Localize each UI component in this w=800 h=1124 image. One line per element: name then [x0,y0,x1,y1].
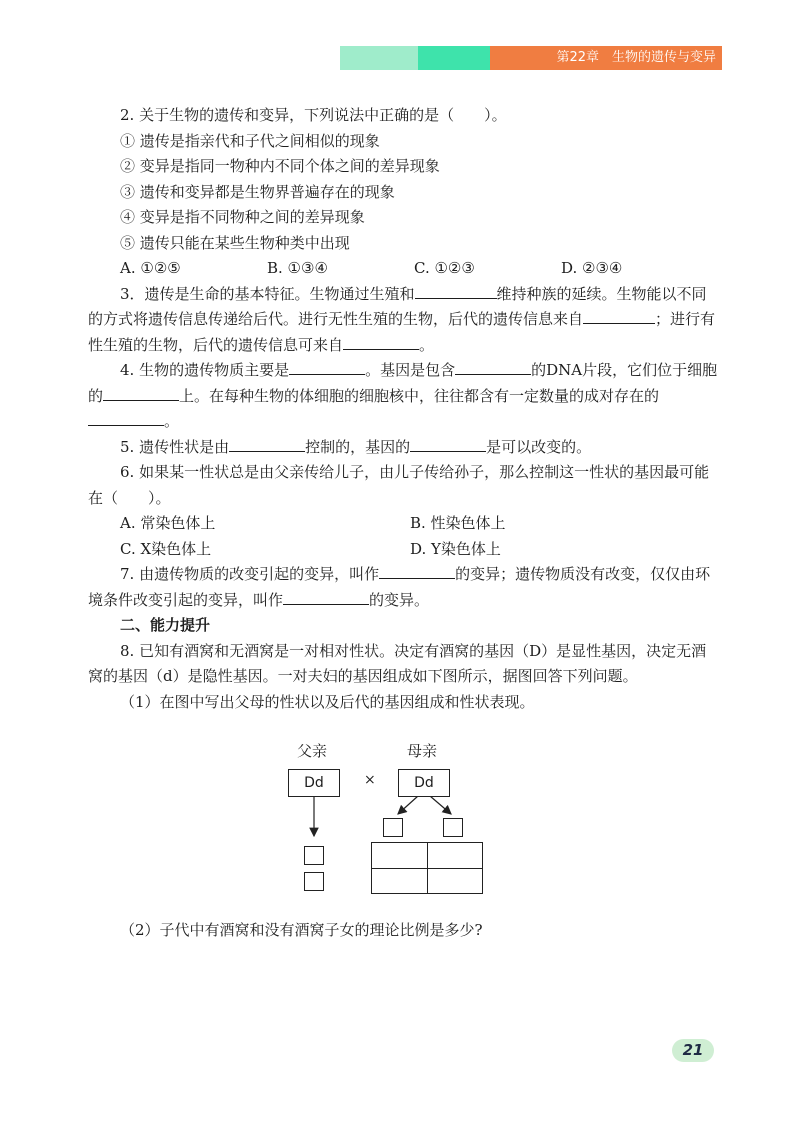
q2-stem: 2. 关于生物的遗传和变异，下列说法中正确的是（ ）。 [120,106,507,124]
offspring-punnett-grid [371,842,483,894]
q6-options-row-2 [88,537,718,563]
q3-blank-1[interactable] [415,283,497,299]
worksheet-content [88,103,718,715]
q2-item-1: ① 遗传是指亲代和子代之间相似的现象 [120,131,380,150]
q5-text-1: 5. 遗传性状是由 [120,437,230,456]
father-gamete-box-1[interactable] [304,846,324,865]
q7-blank-2[interactable] [283,589,369,605]
q2-option-a[interactable]: A. ①②⑤ [120,259,181,277]
q7-text-2: 的变异；遗传物质没有改变，仅仅由环境条件改变引起的变异，叫作 [88,565,711,609]
grid-horizontal-divider [372,868,482,869]
q5 [88,435,718,461]
q2-option-b[interactable]: B. ①③④ [267,259,328,277]
q4-blank-3[interactable] [103,385,179,401]
q2-item-2: ② 变异是指同一物种内不同个体之间的差异现象 [120,157,440,175]
chapter-title: 第22章 生物的遗传与变异 [556,50,716,65]
q3-text-3: ；进行有性生殖的生物，后代的遗传信息可来自 [88,310,716,354]
q4-blank-4[interactable] [88,410,164,426]
q8-stem: 8. 已知有酒窝和无酒窝是一对相对性状。决定有酒窝的基因（D）是显性基因，决定无酒窝的基因（d）是隐性基因。一对夫妇的基因组成如下图所示，据图回答下列问题。 [88,641,707,685]
q2-options [88,256,718,282]
q7 [88,562,718,613]
q4-blank-2[interactable] [455,359,531,375]
header-band-light [340,46,418,70]
q7-blank-1[interactable] [379,563,455,579]
q3-blank-3[interactable] [343,334,419,350]
q4-text-1: 4. 生物的遗传物质主要是 [120,361,290,379]
q5-blank-1[interactable] [229,436,305,452]
q4-text-2: 。基因是包含 [365,361,456,379]
q4 [88,358,718,435]
header-band-mid [418,46,490,70]
q5-text-2: 控制的，基因的 [305,437,411,456]
q3-text-4: 。 [419,335,435,354]
q8-sub-1: （1）在图中写出父母的性状以及后代的基因组成和性状表现。 [120,692,535,711]
genetics-cross-diagram [270,738,500,898]
q4-text-4: 上。在每种生物的体细胞的细胞核中，往往都含有一定数量的成对存在的 [179,386,660,405]
q4-text-3: 的DNA片段，它们位于细胞的 [88,361,718,405]
mother-arrow-right [430,796,451,814]
cross-symbol: × [364,772,376,788]
q2-item-5: ⑤ 遗传只能在某些生物种类中出现 [120,233,350,252]
father-gamete-box-2[interactable] [304,872,324,891]
father-genotype-box: Dd [288,769,340,797]
q3-text-2: 维持种族的延续。生物能以不同的方式将遗传信息传递给后代。进行无性生殖的生物，后代的遗传信息来自 [88,284,707,328]
father-label: 父亲 [297,742,328,760]
q2-item-4: ④ 变异是指不同物种之间的差异现象 [120,208,365,226]
q5-text-3: 是可以改变的。 [486,437,592,456]
q4-text-5: 。 [164,412,180,430]
page-number: 21 [672,1039,714,1062]
q8-sub-2: （2）子代中有酒窝和没有酒窝子女的理论比例是多少? [120,921,483,939]
q7-text-3: 的变异。 [369,590,430,609]
q3-text-1: 3．遗传是生命的基本特征。生物通过生殖和 [120,284,415,303]
mother-gamete-box-2[interactable] [443,818,463,837]
q2-option-d[interactable]: D. ②③④ [561,259,623,277]
q5-blank-2[interactable] [410,436,486,452]
section-title: 二、能力提升 [120,616,211,634]
mother-genotype-box: Dd [398,769,450,797]
q3-blank-2[interactable] [583,308,655,324]
q6-stem: 6. 如果某一性状总是由父亲传给儿子，由儿子传给孙子，那么控制这一性状的基因最可能在（ ）。 [88,463,710,507]
mother-gamete-box-1[interactable] [383,818,403,837]
mother-arrow-left [398,796,418,814]
q4-blank-1[interactable] [289,359,365,375]
q7-text-1: 7. 由遗传物质的改变引起的变异，叫作 [120,565,380,583]
q3 [88,282,718,359]
q6-options-row-1 [88,511,718,537]
q6-option-b[interactable]: B. 性染色体上 [410,514,506,532]
q6-option-c[interactable]: C. X染色体上 [120,539,212,558]
mother-label: 母亲 [407,742,438,760]
q2-option-c[interactable]: C. ①②③ [414,259,475,277]
q2-item-3: ③ 遗传和变异都是生物界普遍存在的现象 [120,182,395,201]
q6-option-a[interactable]: A. 常染色体上 [120,514,216,532]
q6-option-d[interactable]: D. Y染色体上 [410,539,501,558]
